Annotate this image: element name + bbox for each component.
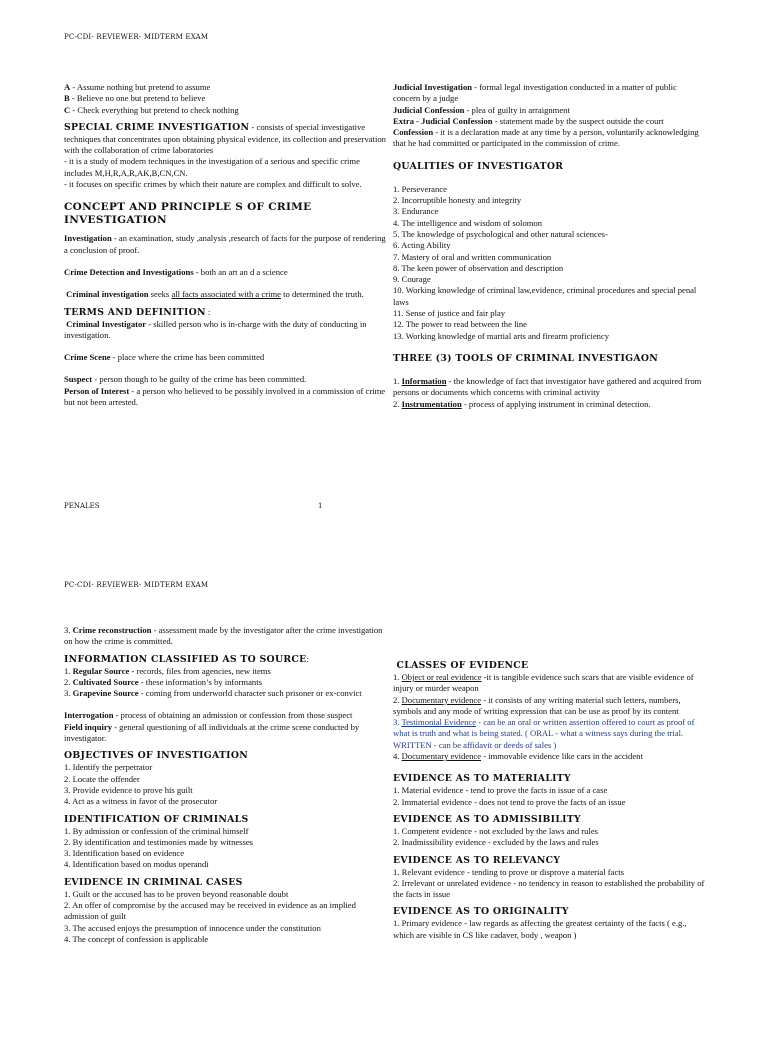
criminal-investigation-definition: Criminal investigation seeks all facts associated with a crime to determined the truth.	[66, 289, 364, 300]
tool-information: 1. Information - the knowledge of fact that investigator have gathered and acquired from persons or documents which concerns with criminal activity	[393, 375, 702, 398]
relevancy-heading: EVIDENCE AS TO RELEVANCY	[393, 854, 561, 866]
concept-heading: CONCEPT AND PRINCIPLE S OF CRIME INVESTIGATION	[64, 201, 312, 227]
relevancy-item: 1. Relevant evidence - tending to prove or disprove a material facts	[393, 866, 624, 877]
objective-item: 2. Locate the offender	[64, 773, 140, 784]
quality-item: 4. The intelligence and wisdom of solomon	[393, 217, 543, 228]
quality-item: 8. The keen power of observation and description	[393, 262, 564, 273]
tools-heading: THREE (3) TOOLS OF CRIMINAL INVESTIGAON	[393, 352, 659, 364]
evidence-criminal-item: 1. Guilt or the accused has to be proven beyond reasonable doubt	[64, 888, 289, 899]
class-object-evidence: 1. Object or real evidence -it is tangible evidence such scars that are visible evidence of injury or murder weapon	[393, 672, 694, 694]
identification-heading: IDENTIFICATION OF CRIMINALS	[64, 813, 249, 825]
page-header: PC-CDI- REVIEWER- MIDTERM EXAM	[64, 581, 209, 589]
admissibility-heading: EVIDENCE AS TO ADMISSIBILITY	[393, 813, 581, 825]
footer-author: PENALES	[64, 502, 100, 510]
abc-line-b: B - Believe no one but pretend to believe	[64, 93, 206, 104]
suspect-definition: Suspect - person though to be guilty of the crime has been committed.	[64, 374, 307, 385]
originality-heading: EVIDENCE AS TO ORIGINALITY	[393, 906, 569, 918]
special-crime-investigation-note-1: - it is a study of modern techniques in the investigation of a serious and specific crime includes M,H,R,A,R,AK,B,CN,CN.	[64, 156, 360, 178]
objective-item: 1. Identify the perpetrator	[64, 762, 153, 773]
class-documentary-evidence-2: 4. Documentary evidence - immovable evidence like cars in the accident	[393, 751, 643, 762]
judicial-confession-definition: Judicial Confession - plea of guilty in arraignment	[393, 104, 570, 115]
materiality-item: 1. Material evidence - tend to prove the facts in issue of a case	[393, 785, 608, 796]
class-documentary-evidence: 2. Documentary evidence - it consists of any writing material such letters, numbers, symbols and any mode of writing expression that can be use as proof by its content	[393, 694, 681, 716]
right-column	[393, 660, 705, 941]
quality-item: 7. Mastery of oral and written communication	[393, 251, 552, 262]
crime-detection-definition: Crime Detection and Investigations - both an art an d a science	[64, 266, 288, 277]
materiality-item: 2. Immaterial evidence - does not tend to prove the facts of an issue	[393, 796, 626, 807]
relevancy-item: 2. Irrelevant or unrelated evidence - no tendency in reason to established the probability of the facts in issue	[393, 877, 705, 900]
relevancy-list	[393, 867, 705, 901]
abc-line-a: A - Assume nothing but pretend to assume	[64, 82, 211, 92]
admissibility-item: 1. Competent evidence - not excluded by the laws and rules	[393, 825, 598, 836]
quality-item: 3. Endurance	[393, 206, 439, 217]
originality-item: 1. Primary evidence - law regards as affecting the greatest certainty of the facts ( e.g., which are visible in CS like cadaver, body , weapon )	[393, 918, 687, 940]
evidence-criminal-item: 3. The accused enjoys the presumption of innocence under the constitution	[64, 922, 321, 933]
admissibility-item: 2. Inadmissibility evidence - excluded by the laws and rules	[393, 837, 599, 848]
objectives-heading: OBJECTIVES OF INVESTIGATION	[64, 750, 249, 762]
extra-judicial-confession-definition: Extra - Judicial Confession - statement made by the suspect outside the court	[393, 115, 664, 126]
confession-definition: Confession - it is a declaration made at any time by a person, voluntarily acknowledging that he had committed or participated in the commission of crime.	[393, 127, 699, 149]
interrogation-definition: Interrogation - process of obtaining an admission or confession from those suspect	[64, 710, 353, 721]
quality-item: 1. Perseverance	[393, 183, 447, 194]
left-column	[64, 625, 386, 945]
abc-line-c: C - Check everything but pretend to check nothing	[64, 104, 239, 115]
field-inquiry-definition: Field inquiry - general questioning of all individuals at the crime scene conducted by investigator.	[64, 721, 360, 744]
identification-item: 3. Identification based on evidence	[64, 848, 185, 859]
identification-item: 2. By identification and testimonies made by witnesses	[64, 836, 254, 847]
quality-item: 5. The knowledge of psychological and other natural sciences-	[393, 228, 608, 239]
quality-item: 6. Acting Ability	[393, 240, 451, 251]
evidence-criminal-list	[64, 889, 386, 945]
special-crime-investigation-note-2: - it focuses on specific crimes by which their nature are complex and difficult to solve.	[64, 179, 362, 190]
tool-crime-reconstruction: 3. Crime reconstruction - assessment made by the investigator after the crime investigation on how the crime is committed.	[64, 625, 383, 647]
person-of-interest-definition: Person of Interest - a person who believed to be possibly involved in a commission of crime but not been arrested.	[64, 385, 386, 408]
tool-instrumentation: 2. Instrumentation - process of applying instrument in criminal detection.	[393, 398, 651, 409]
admissibility-list	[393, 826, 705, 849]
identification-item: 1. By admission or confession of the criminal himself	[64, 825, 249, 836]
quality-item: 12. The power to read between the line	[393, 319, 527, 330]
footer-page-number: 1	[318, 502, 323, 510]
page-header: PC-CDI- REVIEWER- MIDTERM EXAM	[64, 33, 209, 41]
quality-item: 13. Working knowledge of martial arts and firearm proficiency	[393, 330, 610, 341]
document-page-2	[0, 548, 768, 1060]
quality-item: 10. Working knowledge of criminal law,evidence, criminal procedures and special penal laws	[393, 285, 697, 307]
criminal-investigator-definition: Criminal Investigator - skilled person who is in-charge with the duty of conducting in investigation.	[64, 318, 367, 340]
identification-item: 4. Identification based on modus operandi	[64, 859, 209, 870]
identification-list	[64, 826, 386, 871]
evidence-criminal-heading: EVIDENCE IN CRIMINAL CASES	[64, 876, 243, 888]
source-grapevine: 3. Grapevine Source - coming from underworld character such prisoner or ex-convict	[64, 688, 362, 699]
source-cultivated: 2. Cultivated Source - these information’s by informants	[64, 676, 262, 687]
class-testimonial-evidence: 3. Testimonial Evidence - can be an oral or written assertion offered to court as proof of what is truth and what is being stated. ( ORAL - what a witness says during the trial. WRITTEN - can be affidavit or deeds of sales )	[393, 717, 695, 750]
right-column	[393, 82, 705, 410]
objective-item: 4. Act as a witness in favor of the prosecutor	[64, 796, 218, 807]
terms-heading: TERMS AND DEFINITION :	[64, 306, 211, 318]
left-column	[64, 82, 386, 408]
materiality-heading: EVIDENCE AS TO MATERIALITY	[393, 773, 571, 785]
investigation-definition: Investigation - an examination, study ,analysis ,research of facts for the purpose of rendering a conclusion of proof.	[64, 233, 386, 255]
classes-heading: CLASSES OF EVIDENCE	[396, 660, 529, 671]
evidence-criminal-item: 2. An offer of compromise by the accused may be received in evidence as an implied admission of guilt	[64, 900, 356, 922]
qualities-list	[393, 184, 705, 342]
quality-item: 11. Sense of justice and fair play	[393, 308, 506, 319]
materiality-list	[393, 785, 705, 808]
originality-list	[393, 918, 705, 941]
source-regular: 1. Regular Source - records, files from agencies, new items	[64, 665, 271, 676]
crime-scene-definition: Crime Scene - place where the crime has been committed	[64, 352, 265, 363]
quality-item: 2. Incorruptible honesty and integrity	[393, 195, 522, 206]
evidence-criminal-item: 4. The concept of confession is applicable	[64, 933, 209, 944]
special-crime-investigation-definition: SPECIAL CRIME INVESTIGATION - consists of special investigative techniques that concentrates upon obtaining physical evidence, its collection and preservation with the collaboration of crime laboratories	[64, 121, 386, 156]
qualities-heading: QUALITIES OF INVESTIGATOR	[393, 160, 564, 172]
quality-item: 9. Courage	[393, 274, 431, 285]
objectives-list	[64, 762, 386, 807]
document-page-1	[0, 0, 768, 512]
information-source-heading: INFORMATION CLASSIFIED AS TO SOURCE:	[64, 653, 309, 665]
judicial-investigation-definition: Judicial Investigation - formal legal investigation conducted in a matter of public concern by a judge	[393, 82, 677, 104]
objective-item: 3. Provide evidence to prove his guilt	[64, 784, 193, 795]
